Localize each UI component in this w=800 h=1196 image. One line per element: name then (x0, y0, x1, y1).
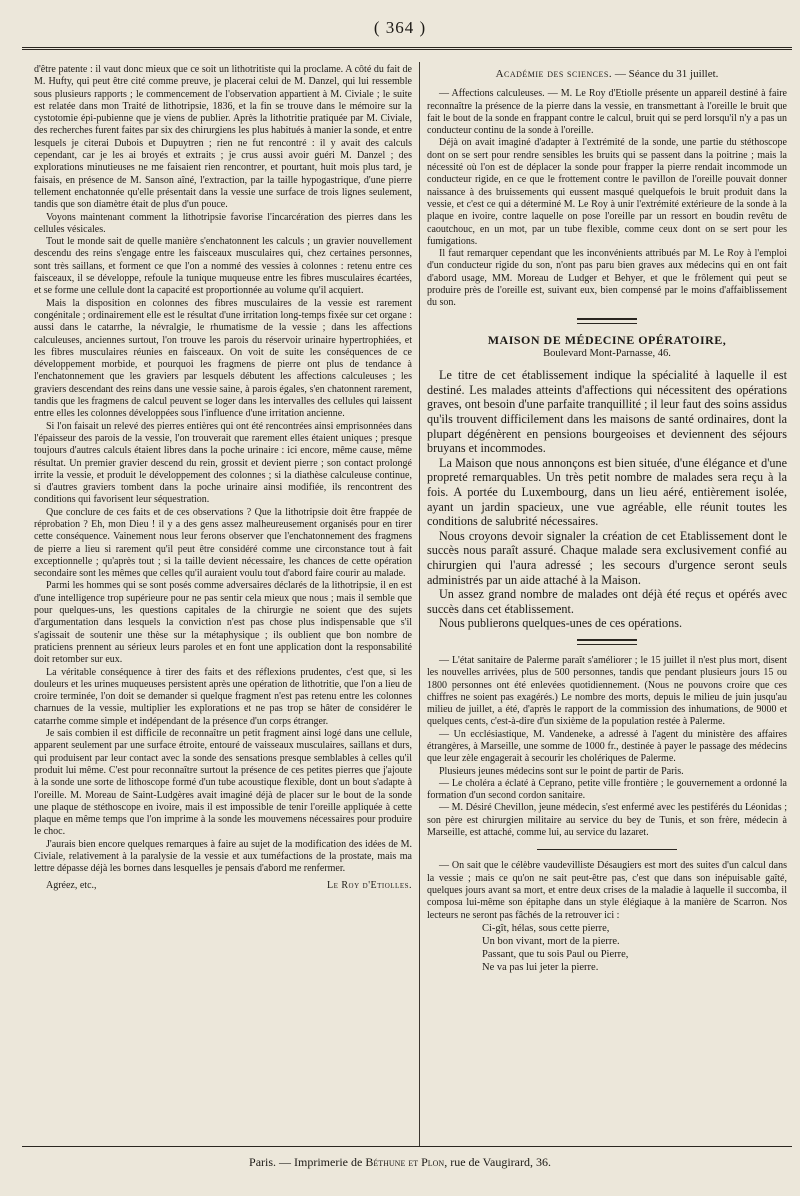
right-column (427, 64, 787, 1144)
section-ornament (577, 318, 637, 324)
academie-label: Académie des sciences. (495, 68, 613, 80)
academie-heading (427, 68, 787, 80)
letter-paragraph: Je sais combien il est difficile de reconnaître un petit fragment ainsi logé dans une cellule, apparent seulement par une surface étroite, entouré de vaisseaux musculaires, saillans et durs, qui produisent par leur contact avec la sonde des sensations presque semblables à celles qu'il produit lui même. C'est pour reconnaître surtout la présence de ces petites pierres que j'ajoute à la sonde une sorte de lithoscope formé d'un tube acoustique flexible, dont un bout s'adapte à l'oreille. M. Moreau de Saint-Ludgères avait imaginé déjà de placer sur le bout de la sonde une plaque de stéthoscope en ivoire, mais il est impossible de tenir l'oreille appliquée à cette plaque en même temps que l'on imprime à la sonde les mouvemens nécessaires pour produire le choc. (34, 728, 412, 838)
letter-paragraph: Voyons maintenant comment la lithotripsie favorise l'incarcération des pierres dans les cellules vésicales. (34, 211, 412, 235)
letter-signature (34, 880, 412, 892)
news-paragraph: — L'état sanitaire de Palerme paraît s'améliorer ; le 15 juillet il n'est plus mort, disent les nouvelles arrivées, plus de 500 personnes, tandis que pendant plusieurs jours 15 ou 1800 personnes ont été enlevées quotidiennement. (Nous ne pouvons croire que ces chiffres ne soient pas exagérés.) Le nombre des morts, depuis le milieu de juin jusqu'au milieu de juillet, a été, d'après le rapport de la commission des inhumations, de 9000 et quelques cents, c'est-à-dire d'un sixième de la population restée à Palerme. (427, 654, 787, 728)
news-paragraph: — Un ecclésiastique, M. Vandeneke, a adressé à l'agent du ministère des affaires étrangères, à Marseille, une somme de 1000 fr., destinée à payer le passage des médecins que leur zèle engagerait à secourir les cholériques de Palerme. (427, 728, 787, 765)
footer-city: Paris. (249, 1155, 277, 1169)
column-divider (419, 62, 420, 1146)
footer-address: rue de Vaugirard, 36. (450, 1155, 551, 1169)
verse-line: Un bon vivant, mort de la pierre. (482, 935, 620, 947)
epitaph-verse (427, 922, 787, 974)
news-paragraph: Plusieurs jeunes médecins sont sur le point de partir de Paris. (439, 765, 684, 777)
academie-paragraph: — Affections calculeuses. — M. Le Roy d'Etiolle présente un appareil destiné à faire reconnaître la présence de la pierre dans la vessie, en transmettant à l'oreille le bruit que fait le bout de la sonde en frappant contre le calcul, bruit qui se perd lorsqu'il n'y a pas un conducteur continu de la sonde à l'oreille. (427, 88, 787, 137)
academie-paragraph: Il faut remarquer cependant que les inconvénients attribués par M. Le Roy à l'emploi d'un conducteur rigide du son, n'ont pas paru bien graves aux médecins qui en ont fait d'abord usage, MM. Moreau de Ludger et Behyer, et que le frôlement qui peut se produire près de l'oreille est, suivant eux, bien compensé par le moins d'affaiblissement du son. (427, 248, 787, 309)
section-ornament (577, 639, 637, 645)
maison-paragraph: Un assez grand nombre de malades ont déjà été reçus et opérés avec succès dans cet établissement. (427, 587, 787, 616)
footer-dash: — Imprimerie de (279, 1155, 363, 1169)
letter-paragraph: La véritable conséquence à tirer des faits et des réflexions prudentes, c'est que, si les douleurs et les urines muqueuses persistent après une opération de lithotritie, que l'on a lieu de croire terminée, l'on doit se demander si quelque fragment n'est pas retenu entre les colonnes charnues de la vessie, multiplier les explorations et ne pas trop se hâter de considérer le catarrhe comme simple et indépendant de la présence d'un corps étranger. (34, 666, 412, 727)
academie-paragraph: Déjà on avait imaginé d'adapter à l'extrémité de la sonde, une partie du stéthoscope dont on se sert pour rendre sensibles les bruits qui se passent dans la poitrine ; mais la nécessité où l'on est de déplacer la sonde pour frapper la pierre rendait incommode un conducteur rigide, en ce que le frottement contre le pavillon de l'oreille pouvait donner naissance à des bruissements qui eussent masqué quelquefois le bruit produit dans la vessie, et c'est ce qui a déterminé M. Le Roy à unir l'extrémité extérieure de la sonde à la plaque en ivoire, contre laquelle on pose l'oreille par un ressort en boudin revêtu de caoutchouc, en un mot, par un tube flexible, comme ceux dont on se sert pour les fumigations. (427, 137, 787, 247)
letter-paragraph: Que conclure de ces faits et de ces observations ? Que la lithotripsie doit être frappée de réprobation ? Eh, mon Dieu ! il y a des gens assez malheureusement organisés pour en tirer cette conséquence. Vainement nous leur ferons observer que l'enchatonnement des fragmens de pierre a lieu si rarement qu'il peut être considéré comme une circonstance tout à fait exceptionnelle ; qu'après tout ; si la taille devient nécessaire, les chances de cette opération secondaire sont les mêmes que celles qu'il auraient voulu tout d'abord faire courir au malade. (34, 506, 412, 580)
letter-paragraph: d'être patente : il vaut donc mieux que ce soit un lithotritiste qui la proclame. A côté du fait de M. Hufty, qui peut être cité comme preuve, je placerai celui de M. Danzel, qui lui ressemble sous plusieurs rapports ; le commencement de l'observation appartient à M. Civiale ; le suite est relatée dans mon Traité de lithotripsie, 1836, et la fin se trouve dans le mémoire sur la cystotomie épi-pubienne que je viens de publier. Après la lithotritie pratiquée par M. Civiale, des recherches furent faites par six des chirurgiens les plus habitués à manier la sonde, et entre lesquels je citerai Dubois et Dupuytren ; rien ne fut rencontré : il y avait des calculs cependant, car je les ai broyés et extraits ; je crus aussi avoir guéri M. Danzel ; des explorations minutieuses ne me faisaient rien rencontrer, et pourtant, huit mois plus tard, je faisais, en présence de M. Sanson aîné, l'extraction, par la taille hypogastrique, d'une pierre tellement enchatonnée qu'elle présentait dans la vessie une surface de trois lignes seulement, tandis que son diamètre était de plus d'un pouce. (34, 64, 412, 211)
verse-line: Ci-gît, hélas, sous cette pierre, (482, 922, 610, 934)
maison-address: Boulevard Mont-Parnasse, 46. (543, 347, 671, 359)
verse-line: Passant, que tu sois Paul ou Pierre, (482, 948, 629, 960)
desaugiers-paragraph: — On sait que le célèbre vaudevilliste Désaugiers est mort des suites d'un calcul dans la vessie ; mais ce qu'on ne sait peut-être pas, c'est que dans son inépuisable gaîté, quelques jours avant sa mort, et entre deux crises de la maladie à laquelle il succomba, il composa lui-même son épitaphe dans un style élégiaque à la manière de Scarron. Nos lecteurs ne seront pas fâchés de la retrouver ici : (427, 860, 787, 921)
bottom-rule (22, 1146, 792, 1147)
verse-line: Ne va pas lui jeter la pierre. (482, 961, 599, 973)
salutation: Agréez, etc., (46, 879, 97, 891)
news-paragraph: — Le choléra a éclaté à Ceprano, petite ville frontière ; le gouvernement a ordonné la formation d'un second cordon sanitaire. (427, 777, 787, 802)
left-column (34, 64, 412, 1144)
maison-title: MAISON DE MÉDECINE OPÉRATOIRE, (487, 332, 727, 347)
news-paragraph: — M. Désiré Chevillon, jeune médecin, s'est enfermé avec les pestiférés du Léonidas ; son père est chirurgien militaire au service du bey de Tunis, et son frère, médecin à Marseille, est attaché, comme lui, au service du lazaret. (427, 802, 787, 839)
page-number: ( 364 ) (373, 18, 427, 37)
section-separator (537, 849, 677, 850)
signature-name: Le Roy d'Etiolles. (326, 879, 412, 891)
maison-paragraph: Nous publierons quelques-unes de ces opérations. (439, 616, 683, 631)
letter-paragraph: Parmi les hommes qui se sont posés comme adversaires déclarés de la lithotripsie, il en est d'une intelligence trop supérieure pour ne pas sentir cela mieux que nous ; mais il semble que pour quelques-uns, les questions capitales de la chirurgie ne soient que des sujets d'argumentation dans lesquels la conviction n'est pas chose plus indispensable que s'il s'agissait de soutenir une thèse sur la métaphysique ; ils oublient que bon nombre de praticiens prennent au sérieux leurs paroles et en font une application dont la responsabilité doit retomber sur eux. (34, 580, 412, 666)
academie-session: — Séance du 31 juillet. (614, 68, 719, 80)
maison-paragraph: Le titre de cet établissement indique la spécialité à laquelle il est destiné. Les malades atteints d'affections qui nécessitent des opérations graves, ont besoin d'une parfaite tranquillité ; il leur faut des soins assidus qu'ils trouvent difficilement dans les maisons de santé ordinaires, dont la plupart dégénèrent en pensions bourgeoises et deviennent des séjours bruyans et incommodes. (427, 368, 787, 456)
printer-footer (0, 1155, 800, 1170)
top-rule (22, 47, 792, 50)
letter-paragraph: Si l'on faisait un relevé des pierres entières qui ont été rencontrées ainsi emprisonnées dans l'épaisseur des parois de la vessie, l'on trouverait que rarement elles étaient uniques ; presque toujours d'autres calculs étaient libres dans la poche urinaire : ici encore, même cause, même résultat. Un premier gravier descend du rein, grossit et devient pierre ; son contact prolongé irrite la vessie, et produit le développement des colonnes ; si la diathèse calculeuse continue, si d'autres graviers tombent dans la poche urinaire ainsi modifiée, ils rencontrent des conditions qui favorisent leur séquestration. (34, 420, 412, 506)
letter-paragraph: Mais la disposition en colonnes des fibres musculaires de la vessie est rarement congénitale ; ordinairement elle est le résultat d'une irritation long-temps fixée sur cet organe : aussi dans le catarrhe, la névralgie, le rhumatisme de la vessie ; dans les affections calculeuses, anciennes surtout, l'on trouve les parois du réservoir urinaire hypertrophiées, et les fibres musculaires réunies en faisceaux. On voit de suite les conséquences de ce développement morbide, et pourquoi les fragmens de pierre ont plus de tendance à l'enchatonnement que les graviers par lesquels débutent les affections calculeuses ; les graviers descendant des reins dans une vessie saine, à parois égales, s'en chatonnent rarement, tandis que les fragmens de calcul peuvent se loger dans les intervalles des cellules qui laissent entre elles les colonnes développées sous l'influence d'une irritation ancienne. (34, 297, 412, 420)
maison-paragraph: Nous croyons devoir signaler la création de cet Etablissement dont le succès nous paraît assuré. Chaque malade sera exclusivement confié au chirurgien qui l'aura adressé ; les secours d'urgence seront seuls administrés par un aide attaché à la Maison. (427, 528, 787, 587)
letter-paragraph: J'aurais bien encore quelques remarques à faire au sujet de la modification des idées de M. Civiale, relativement à la paralysie de la vessie et aux tuméfactions de la prostate, mais ma lettre dépasse déjà les bornes dans lesquelles je pensais d'abord me renfermer. (34, 838, 412, 875)
letter-paragraph: Tout le monde sait de quelle manière s'enchatonnent les calculs ; un gravier nouvellement descendu des reins s'engage entre les faisceaux musculaires qui, chez certaines personnes, sont très saillans, et forment ce que l'on a nommé des vessies à colonnes : retenu entre ces faisceaux, il se développe, refoule la tunique muqueuse entre les fibres musculaires écartées, et se forme une cellule dont la capacité est proportionnée au volume qu'il acquiert. (34, 236, 412, 297)
maison-paragraph: La Maison que nous annonçons est bien située, d'une élégance et d'une propreté remarquables. Un très petit nombre de malades sera reçu à la fois. A portée du Luxembourg, dans un lieu aéré, entièrement isolée, ayant un jardin spacieux, une vue agréable, elle réunit toutes les conditions de salubrité nécessaires. (427, 455, 787, 529)
footer-printer: Béthune et Plon, (365, 1155, 448, 1169)
